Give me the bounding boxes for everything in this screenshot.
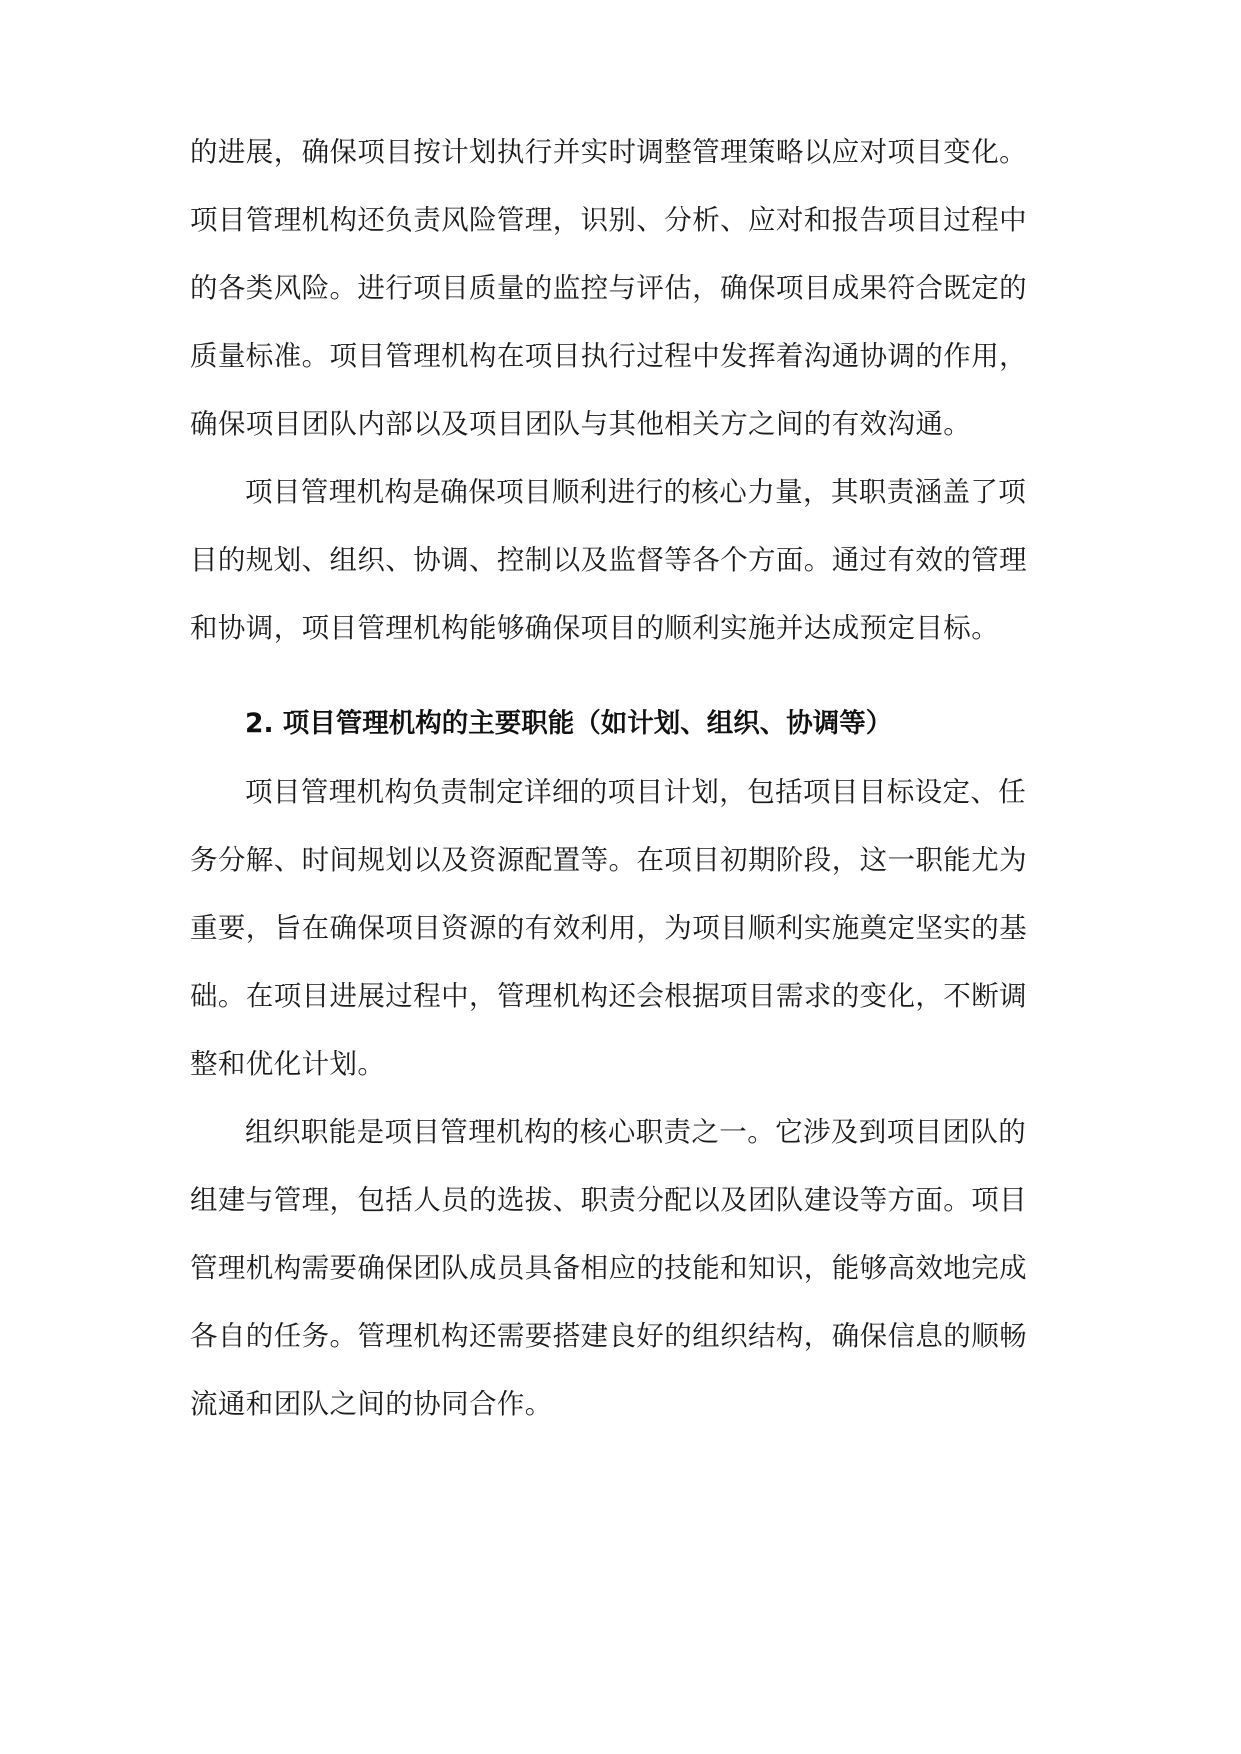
paragraph-line: 和协调，项目管理机构能够确保项目的顺利实施并达成预定目标。: [190, 612, 1000, 644]
paragraph-line: 流通和团队之间的协同合作。: [190, 1388, 553, 1420]
paragraph-line: 的进展，确保项目按计划执行并实时调整管理策略以应对项目变化。: [190, 136, 1027, 168]
paragraph-line: 项目管理机构还负责风险管理，识别、分析、应对和报告项目过程中: [190, 204, 1027, 236]
section-heading: 2. 项目管理机构的主要职能（如计划、组织、协调等）: [245, 708, 893, 739]
paragraph-line: 整和优化计划。: [190, 1048, 386, 1080]
paragraph-line: 确保项目团队内部以及项目团队与其他相关方之间的有效沟通。: [190, 408, 972, 440]
paragraph-line: 组建与管理，包括人员的选拔、职责分配以及团队建设等方面。项目: [190, 1184, 1027, 1216]
paragraph-line: 目的规划、组织、协调、控制以及监督等各个方面。通过有效的管理: [190, 544, 1027, 576]
paragraph-line: 管理机构需要确保团队成员具备相应的技能和知识，能够高效地完成: [190, 1252, 1027, 1284]
paragraph-line: 项目管理机构是确保项目顺利进行的核心力量，其职责涵盖了项: [245, 476, 1027, 508]
paragraph-line: 质量标准。项目管理机构在项目执行过程中发挥着沟通协调的作用，: [190, 340, 1027, 372]
paragraph-line: 础。在项目进展过程中，管理机构还会根据项目需求的变化，不断调: [190, 980, 1027, 1012]
paragraph-line: 项目管理机构负责制定详细的项目计划，包括项目目标设定、任: [245, 776, 1027, 808]
paragraph-line: 各自的任务。管理机构还需要搭建良好的组织结构，确保信息的顺畅: [190, 1320, 1027, 1352]
paragraph-line: 务分解、时间规划以及资源配置等。在项目初期阶段，这一职能尤为: [190, 844, 1027, 876]
paragraph-line: 重要，旨在确保项目资源的有效利用，为项目顺利实施奠定坚实的基: [190, 912, 1027, 944]
paragraph-line: 组织职能是项目管理机构的核心职责之一。它涉及到项目团队的: [245, 1116, 1027, 1148]
paragraph-line: 的各类风险。进行项目质量的监控与评估，确保项目成果符合既定的: [190, 272, 1027, 304]
